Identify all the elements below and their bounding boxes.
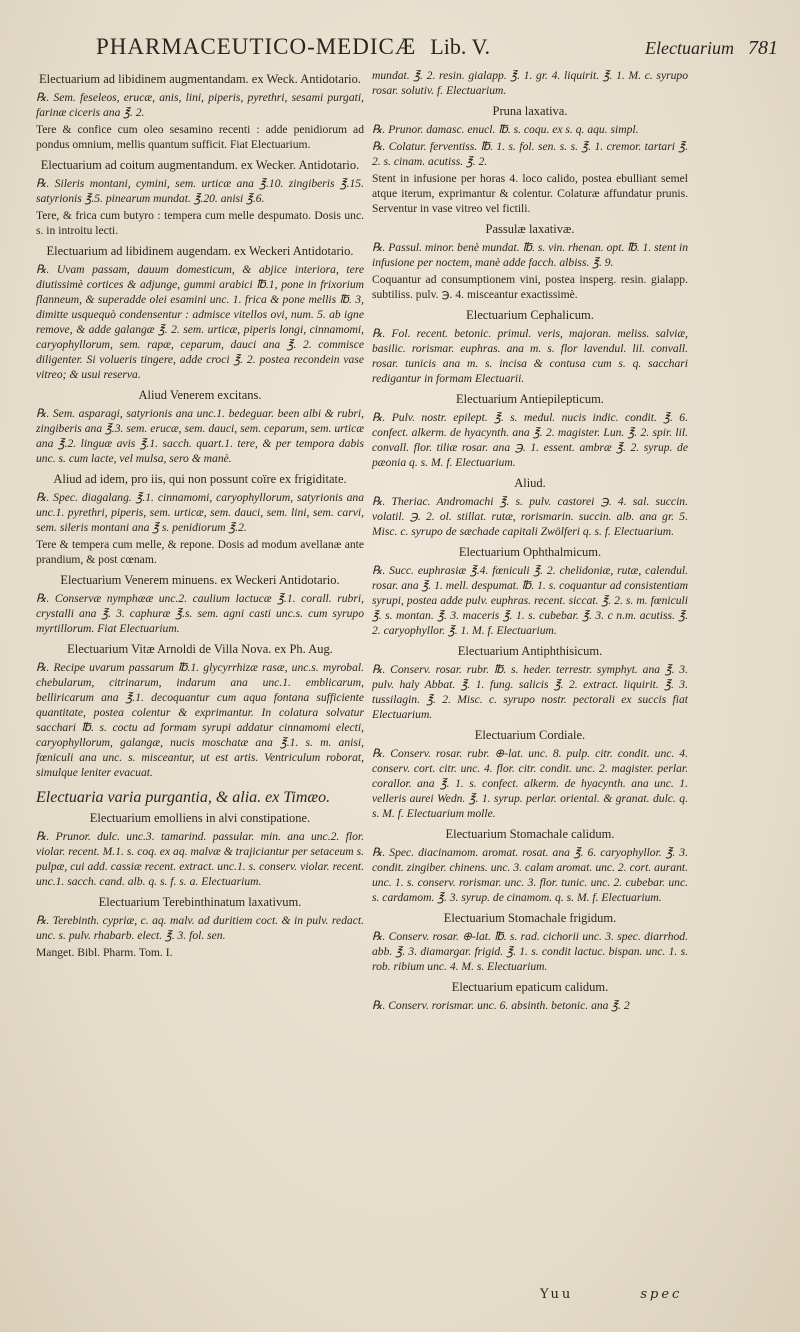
- section-heading: Electuarium Antiepilepticum.: [456, 392, 604, 406]
- recipe-text: ℞. Prunor. damasc. enucl. ℔. s. coqu. ex s. q. aqu. simpl.: [372, 123, 639, 136]
- recipe-text: ℞. Conserv. rosar. ⊕-lat. ℔. s. rad. cichorii unc. 3. spec. diarrhod. abb. ℥. 3. diamargar. frigid. ℥. 1. s. condit lactuc. bispan. unc. 1. s. rob. ribium unc. 4. M. s. Electuarium.: [372, 930, 688, 973]
- recipe-text: ℞. Spec. diacinamom. aromat. rosat. ana ℥. 6. caryophyllor. ℥. 3. condit. zingiber. chinens. unc. 3. calam aromat. unc. 2. cort. aurant. unc. 1. s. conserv. rorismar. unc. 3. flor. tunic. unc. 2. cubebar. unc. s. cardamom. ℥. 3. syrup. de cinamom. q. s. M. f. Electuarium.: [372, 846, 688, 904]
- recipe-text: ℞. Conserv. rosar. rubr. ℔. s. heder. terrestr. symphyt. ana ℥. 3. pulv. haly Abbat. ℥. 1. fung. salicis ℥. 2. extract. liquirit. ℥. 3. tussilagin. ℥. 2. Misc. c. syrupo nostr. pectorali ex succis fiat Electuarium.: [372, 663, 688, 721]
- section-heading: Aliud Venerem excitans.: [138, 388, 262, 402]
- recipe-text: ℞. Colatur. ferventiss. ℔. 1. s. fol. sen. s. s. ℥. 1. cremor. tartari ℥. 2. s. cinam. acutiss. ℥. 2.: [372, 140, 688, 168]
- section-heading: Electuarium Stomachale calidum.: [445, 827, 615, 841]
- recipe-text: ℞. Terebinth. cypriæ, c. aq. malv. ad duritiem coct. & in pulv. redact. unc. s. pulv. rhabarb. elect. ℥. 3. fol. sen.: [36, 914, 364, 942]
- running-head-book: Lib. V.: [430, 34, 491, 59]
- section-heading: Electuarium Cordiale.: [474, 728, 586, 742]
- section-heading: Aliud.: [514, 476, 546, 490]
- section-heading: Electuarium emolliens in alvi constipatione.: [89, 811, 311, 825]
- recipe-text: ℞. Theriac. Andromachi ℥. s. pulv. castorei ℈. 4. sal. succin. volatil. ℈. 2. ol. stillat. rutæ, rorismarin. succin. alb. ana gr. 5. Misc. c. syrupo de sæchade capitali Zwölferi q. s. f. Electuarium.: [372, 495, 688, 538]
- recipe-text: ℞. Sem. feseleos, erucæ, anis, lini, piperis, pyrethri, sesami purgati, farinæ ciceris ana ℥. 2.: [36, 91, 364, 119]
- paragraph: Stent in infusione per horas 4. loco calido, postea ebulliant semel atque iterum, exprimantur & colentur. Colaturæ affundatur prunis. Serventur in vase vitreo vel fictili.: [372, 172, 688, 215]
- paragraph: Manget. Bibl. Pharm. Tom. I.: [36, 946, 173, 959]
- recipe-text: ℞. Pulv. nostr. epilept. ℥. s. medul. nucis indic. condit. ℥. 6. confect. alkerm. de hyacynth. ana ℥. 2. magister. Lun. ℥. 2. spir. lil. convall. flor. tiliæ rosar. ana ℈. 1. essent. ambræ ℥. 2. syrup. de pæonia q. s. M. f. Electuarium.: [372, 411, 688, 469]
- section-heading: Electuarium Terebinthinatum laxativum.: [98, 895, 302, 909]
- recipe-text: mundat. ℥. 2. resin. gialapp. ℥. 1. gr. 4. liquirit. ℥. 1. M. c. syrupo rosar. solutiv. f. Electuarium.: [372, 69, 688, 97]
- recipe-text: ℞. Sileris montani, cymini, sem. urticæ ana ℥.10. zingiberis ℥.15. satyrionis ℥.5. pinearum mundat. ℥.20. anisi ℥.6.: [36, 177, 364, 205]
- signature: Yuu: [540, 1287, 574, 1302]
- page-number: 781: [748, 37, 778, 59]
- section-heading: Electuarium Stomachale frigidum.: [443, 911, 617, 925]
- recipe-text: ℞. Prunor. dulc. unc.3. tamarind. passular. min. ana unc.2. flor. violar. recent. M.1. s. coq. ex aq. malvæ & trajiciantur per setaceum s. pulpæ, cui add. cassiæ recent. extract. unc.1. s. conserv. violar. recent. unc.1. sacch. cand. alb. q. s. f. s. a. Electuarium.: [36, 830, 364, 888]
- section-heading: Electuarium ad libidinem augmentandam. ex Weck. Antidotario.: [39, 72, 361, 86]
- section-heading: Electuarium ad coitum augmentandum. ex Wecker. Antidotario.: [40, 158, 360, 172]
- recipe-text: ℞. Succ. euphrasiæ ℥.4. fœniculi ℥. 2. chelidoniæ, rutæ, calendul. rosar. ana ℥. 1. mell. despumat. ℔. 1. s. coquantur ad consistentiam syrupi, postea adde pulv. euphras. recent. siccat. ℥. 2. s. m. fœniculi ℥. s. montan. ℥. 3. maceris ℥. 1. s. cubebar. ℥. 3. c n.m. acutiss. ℥. 2. caryophyllor. ℥. 1. M. f. Electuarium.: [372, 564, 688, 637]
- recipe-text: ℞. Recipe uvarum passarum ℔.1. glycyrrhizæ rasæ, unc.s. myrobal. chebularum, citrinarum, indarum ana unc.1. emblicarum, belliricarum ana ℥.1. decoquantur cum aqua fontana sufficiente quantitate, postea colentur & exprimantur. In colatura solvatur sacchari ℔. s. coctu ad formam syrupi addatur cinnamomi electi, caryophyllorum, galangæ, nucis moschatæ ana ℥.1. s. m. anisi, fœniculi ana unc. s. misceantur, ut est artis. Ventriculum roborat, simulque leniter evacuat.: [36, 661, 364, 779]
- section-heading: Pruna laxativa.: [492, 104, 568, 118]
- left-column: [36, 66, 364, 964]
- recipe-text: ℞. Conservæ nymphææ unc.2. caulium lactucæ ℥.1. corall. rubri, crystalli ana ℥. 3. caphuræ ℥.s. sem. agni casti unc.s. cum syrupo myrtillorum. Fiat Electuarium.: [36, 592, 364, 635]
- recipe-text: ℞. Spec. diagalang. ℥.1. cinnamomi, caryophyllorum, satyrionis ana unc.1. pyrethri, piperis, sem. urticæ, sem. dauci, sem. lini, sem. carvi, sem. sileris montani ana ℥ s. penidiorum ℥.2.: [36, 491, 364, 534]
- section-heading: Electuarium epaticum calidum.: [451, 980, 609, 994]
- section-heading: Passulæ laxativæ.: [485, 222, 575, 236]
- section-heading: Electuarium Cephalicum.: [466, 308, 594, 322]
- right-column: [372, 66, 688, 1015]
- running-head-title: PHARMACEUTICO-MEDICÆ: [96, 34, 417, 59]
- recipe-text: ℞. Sem. asparagi, satyrionis ana unc.1. bedeguar. been albi & rubri, zingiberis ana ℥.3. sem. erucæ, sem. dauci, sem. ceparum, sem. urticæ ana ℥.2. linguæ avis ℥.1. sacch. quart.1. tere, & per tempora dabis unc. s. cum lacte, vel mulsa, sero & manè.: [36, 407, 364, 465]
- running-head-section: Electuarium: [645, 38, 734, 58]
- section-heading: Electuarium Vitæ Arnoldi de Villa Nova. ex Ph. Aug.: [67, 642, 333, 656]
- section-heading: Electuarium ad libidinem augendam. ex Weckeri Antidotario.: [46, 244, 354, 258]
- recipe-text: ℞. Passul. minor. benè mundat. ℔. s. vin. rhenan. opt. ℔. 1. stent in infusione per noctem, manè adde facch. albiss. ℥. 9.: [372, 241, 688, 269]
- recipe-text: ℞. Uvam passam, dauum domesticum, & abjice interiora, tere diutissimè cortices & adjunge, gummi arabici ℔.1, pone in frixorium flanneum, & superadde olei esamini unc. 1. frica & pone mellis ℔. 3, dimitte usquequò condensentur : admisce vitellos ovi, num. 5. ab igne remove, & adde galangæ ℥. 2. sem. urticæ, piperis longi, cinnamomi, caryophyllorum, sem. rapæ, ceparum, dauci ana ℥. 2. commisce diligenter. Si volueris tingere, adde croci ℥. 2. postea recondein vase vitreo; & usui reserva.: [36, 263, 364, 381]
- catchword: spec: [640, 1287, 683, 1302]
- section-heading: Aliud ad idem, pro iis, qui non possunt coïre ex frigiditate.: [53, 472, 347, 486]
- chapter-heading: Electuaria varia purgantia, & alia. ex Timæo.: [36, 789, 331, 806]
- section-heading: Electuarium Ophthalmicum.: [458, 545, 602, 559]
- section-heading: Electuarium Antiphthisicum.: [457, 644, 603, 658]
- recipe-text: ℞. Fol. recent. betonic. primul. veris, majoran. meliss. salviæ, basilic. rorismar. euphras. ana m. s. flor lavendul. lil. convall. rosar. tunicis ana m. s. incisa & contusa cum s. q. sacchari redigantur in formam Electuarii.: [372, 327, 688, 385]
- paragraph: Tere, & frica cum butyro : tempera cum melle despumato. Dosis unc. s. in introitu lecti.: [36, 209, 364, 237]
- signature-mark: [540, 1287, 682, 1302]
- recipe-text: ℞. Conserv. rosar. rubr. ⊕-lat. unc. 8. pulp. citr. condit. unc. 4. conserv. cort. citr. unc. 4. flor. citr. condit. unc. 2. magister. perlar. corallor. ana ℥. 1. s. confect. alkerm. de hyacynth. ana unc. 1. velleris aurei Wedn. ℥. 1. syrup. perlar. oriental. & granat. dulc. q. s. M. f. Electuarium molle.: [372, 747, 688, 820]
- paragraph: Coquantur ad consumptionem vini, postea insperg. resin. gialapp. subtiliss. pulv. ℈. 4. misceantur exactissimè.: [372, 273, 688, 301]
- paragraph: Tere & tempera cum melle, & repone. Dosis ad modum avellanæ ante prandium, & post cœnam.: [36, 538, 364, 566]
- recipe-text: ℞. Conserv. rorismar. unc. 6. absinth. betonic. ana ℥. 2: [372, 999, 630, 1012]
- section-heading: Electuarium Venerem minuens. ex Weckeri Antidotario.: [60, 573, 340, 587]
- paragraph: Tere & confice cum oleo sesamino recenti : adde penidiorum ad pondus omnium, mellis quantum sufficit. Fiat Electuarium.: [36, 123, 364, 151]
- running-head: [96, 34, 778, 62]
